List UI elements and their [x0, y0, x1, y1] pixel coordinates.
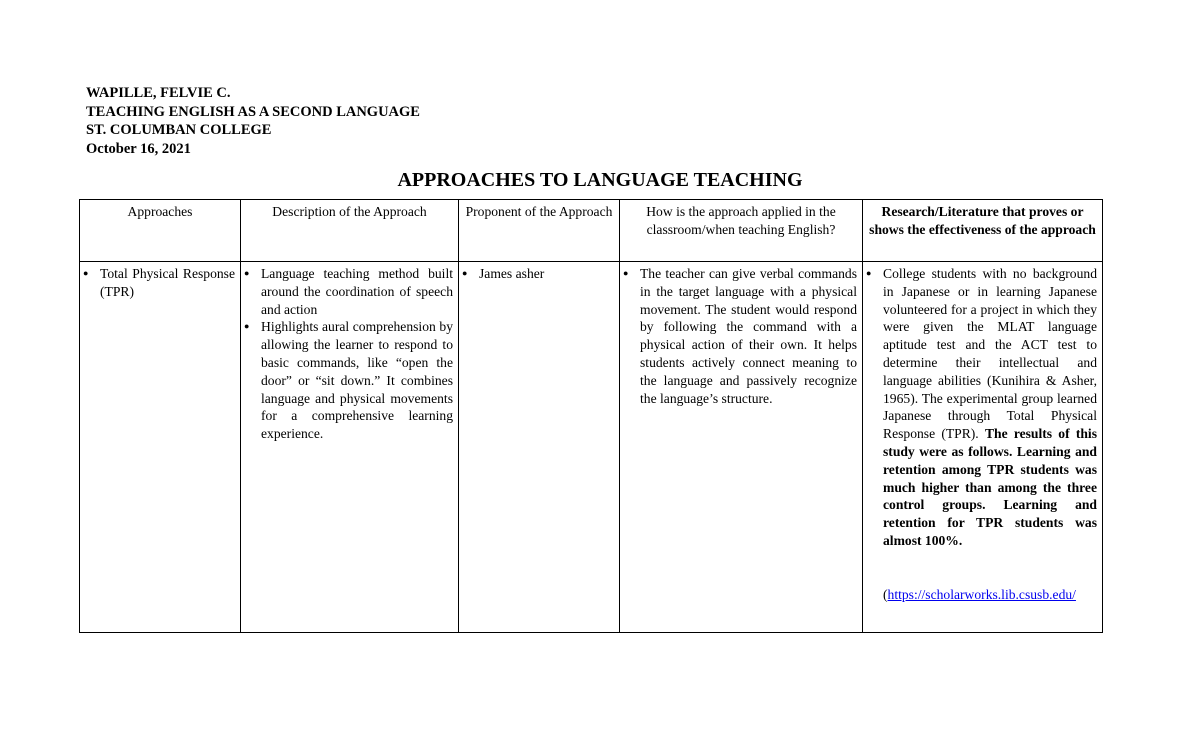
table-row: [80, 262, 1103, 633]
header-description: Description of the Approach: [241, 200, 459, 262]
bullet-icon: ●: [83, 268, 89, 278]
header-application: How is the approach applied in the classroom/when teaching English?: [620, 200, 863, 262]
school-name: ST. COLUMBAN COLLEGE: [86, 122, 272, 138]
proponent-text: James asher: [479, 266, 545, 281]
list-item: [246, 318, 453, 443]
application-text: The teacher can give verbal commands in the target language with a physical movement. The student would respond by following the command with a physical action of their own. It helps students actively connect meaning to the language and passively recognize the language’s structure.: [640, 266, 857, 406]
cell-description: [241, 262, 459, 633]
table-header-row: [80, 200, 1103, 262]
bullet-icon: ●: [866, 268, 872, 278]
description-point-1: Language teaching method built around the coordination of speech and action: [261, 266, 453, 317]
author-name: WAPILLE, FELVIE C.: [86, 85, 231, 101]
cell-research: [863, 262, 1103, 633]
cell-application: [620, 262, 863, 633]
approach-text: Total Physical Response (TPR): [100, 266, 235, 299]
list-item: [85, 265, 235, 301]
cell-proponent: [459, 262, 620, 633]
approaches-table: [79, 199, 1103, 633]
research-link-paren: (: [883, 586, 888, 602]
bullet-icon: ●: [244, 268, 250, 278]
research-link[interactable]: https://scholarworks.lib.csusb.edu/: [887, 586, 1076, 602]
list-item: [246, 265, 453, 318]
description-point-2: Highlights aural comprehension by allowing the learner to respond to basic commands, like “open the door” or “sit down.” It combines language and physical movements for a comprehensive learning experience.: [261, 319, 453, 442]
header-approaches: Approaches: [80, 200, 241, 262]
course-name: TEACHING ENGLISH AS A SECOND LANGUAGE: [86, 103, 420, 120]
bullet-icon: ●: [244, 321, 250, 332]
bullet-icon: ●: [462, 268, 468, 278]
header-proponent: Proponent of the Approach: [459, 200, 620, 262]
document-date: October 16, 2021: [86, 140, 191, 157]
research-results: The results of this study were as follows. Learning and retention among TPR students was much higher than among the three control groups. Learning and retention for TPR students was almost 100%.: [883, 426, 1097, 548]
document-header: [86, 84, 420, 158]
research-text: College students with no background in Japanese or in learning Japanese volunteered for a project in which they were given the MLAT language aptitude test and the ACT test to determine their intellectual and language abilities (Kunihira & Asher, 1965). The experimental group learned Japanese through Total Physical Response (TPR).: [883, 266, 1097, 442]
list-item: [464, 265, 614, 283]
cell-approach: [80, 262, 241, 633]
bullet-icon: ●: [623, 268, 629, 278]
list-item: [625, 265, 857, 407]
header-research: Research/Literature that proves or shows the effectiveness of the approach: [863, 200, 1103, 262]
list-item: [868, 265, 1097, 604]
page-title: APPROACHES TO LANGUAGE TEACHING: [397, 169, 803, 191]
